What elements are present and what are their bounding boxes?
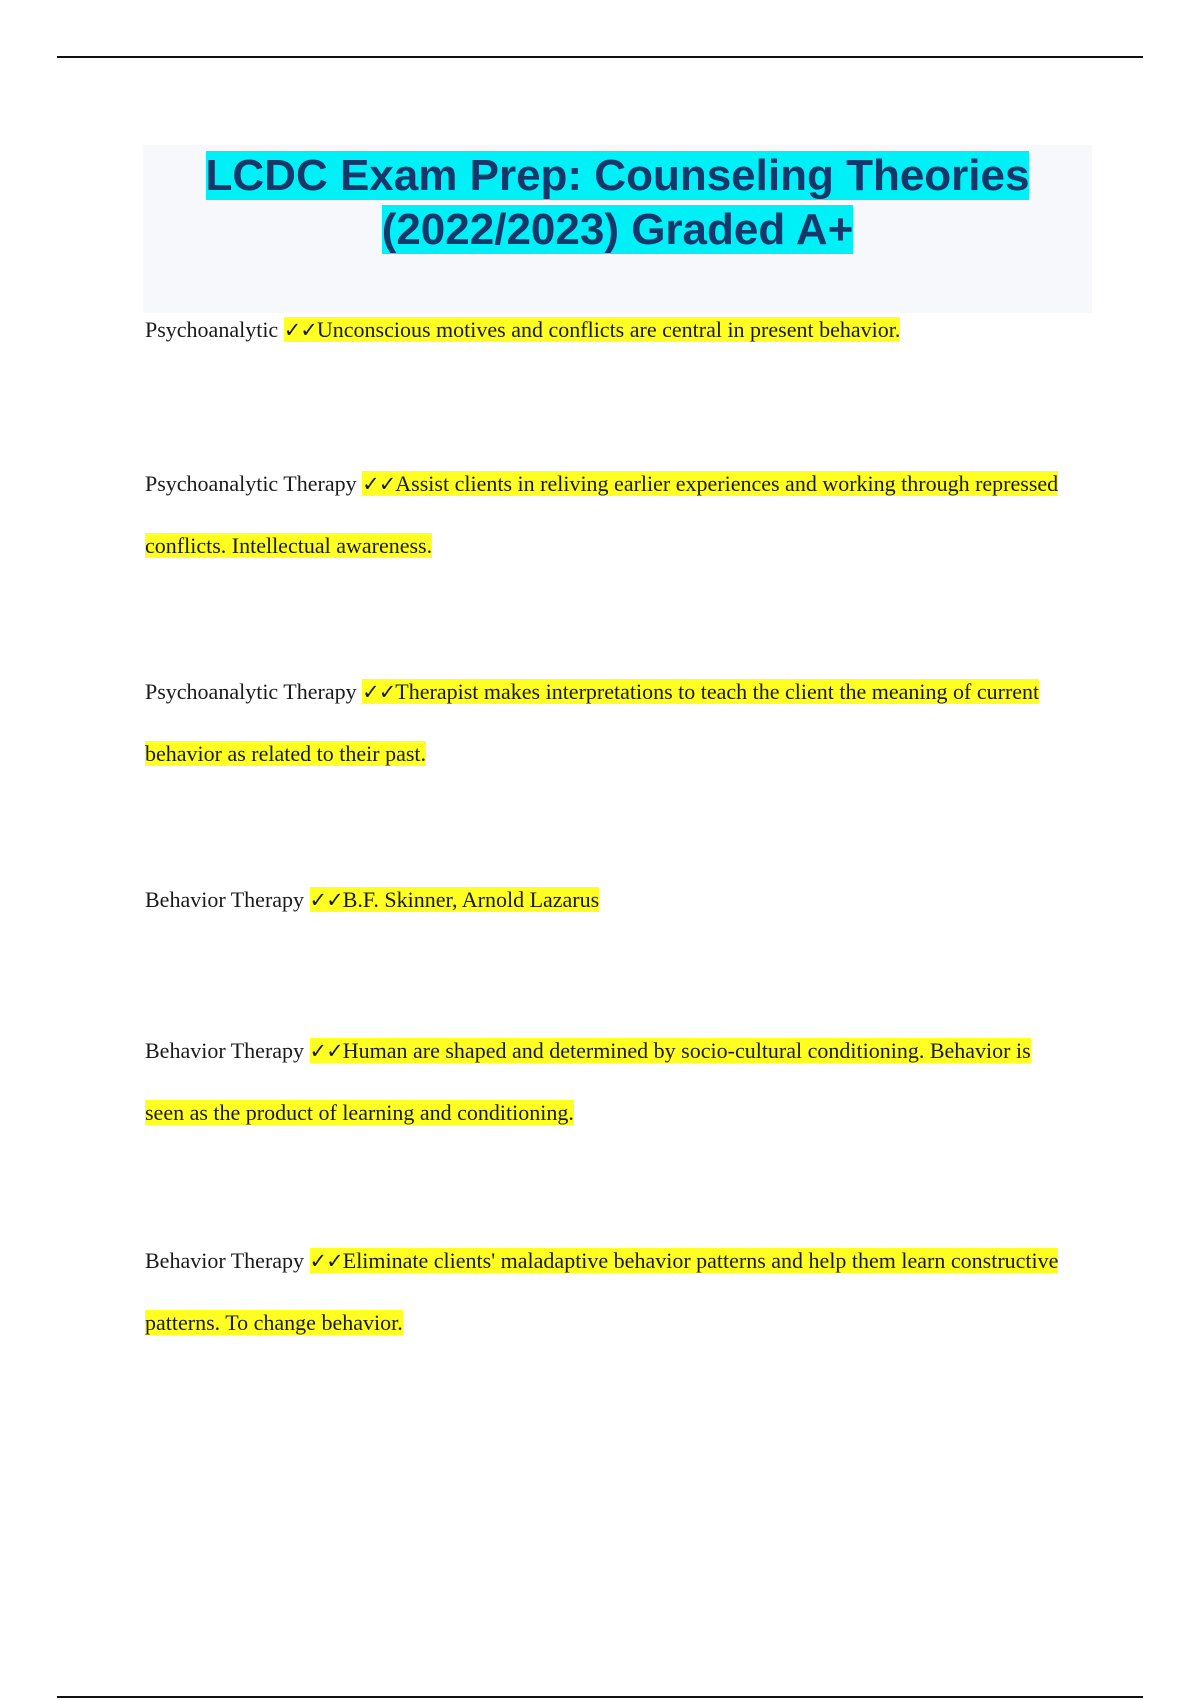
entry-term: Psychoanalytic Therapy	[145, 679, 357, 704]
entry-answer-text: Eliminate clients' maladaptive behavior patterns and help them learn constructive patterns. To change behavior.	[145, 1248, 1059, 1335]
entry-answer	[310, 887, 600, 912]
double-check-icon: ✓✓	[283, 318, 317, 342]
double-check-icon: ✓✓	[362, 472, 396, 496]
entry-term: Psychoanalytic Therapy	[145, 471, 357, 496]
entry-answer-text: Assist clients in reliving earlier experiences and working through repressed conflicts. Intellectual awareness.	[145, 471, 1059, 558]
qa-entry-5	[145, 1020, 1075, 1143]
qa-entry-6	[145, 1230, 1075, 1353]
entry-term: Behavior Therapy	[145, 1038, 305, 1063]
bottom-rule	[57, 1696, 1143, 1698]
double-check-icon: ✓✓	[309, 888, 343, 912]
entry-answer-text: Therapist makes interpretations to teach the client the meaning of current behavior as related to their past.	[145, 679, 1040, 766]
double-check-icon: ✓✓	[362, 680, 396, 704]
document-title	[143, 145, 1092, 257]
title-block	[143, 145, 1092, 313]
entry-term: Behavior Therapy	[145, 1248, 305, 1273]
entry-answer	[284, 317, 901, 342]
entry-term: Behavior Therapy	[145, 887, 305, 912]
top-rule	[57, 56, 1143, 58]
entry-term: Psychoanalytic	[145, 317, 279, 342]
title-line-2: (2022/2023) Graded A+	[381, 205, 854, 254]
entry-answer-text: B.F. Skinner, Arnold Lazarus	[342, 887, 600, 912]
double-check-icon: ✓✓	[309, 1039, 343, 1063]
entry-answer-text: Unconscious motives and conflicts are central in present behavior.	[316, 317, 901, 342]
qa-entry-2	[145, 453, 1075, 576]
double-check-icon: ✓✓	[309, 1249, 343, 1273]
qa-entry-1	[145, 299, 1075, 361]
title-line-1: LCDC Exam Prep: Counseling Theories	[205, 151, 1030, 200]
qa-entry-3	[145, 661, 1075, 784]
qa-entry-4	[145, 869, 1075, 931]
entry-answer-text: Human are shaped and determined by socio-cultural conditioning. Behavior is seen as the product of learning and conditioning.	[145, 1038, 1031, 1125]
